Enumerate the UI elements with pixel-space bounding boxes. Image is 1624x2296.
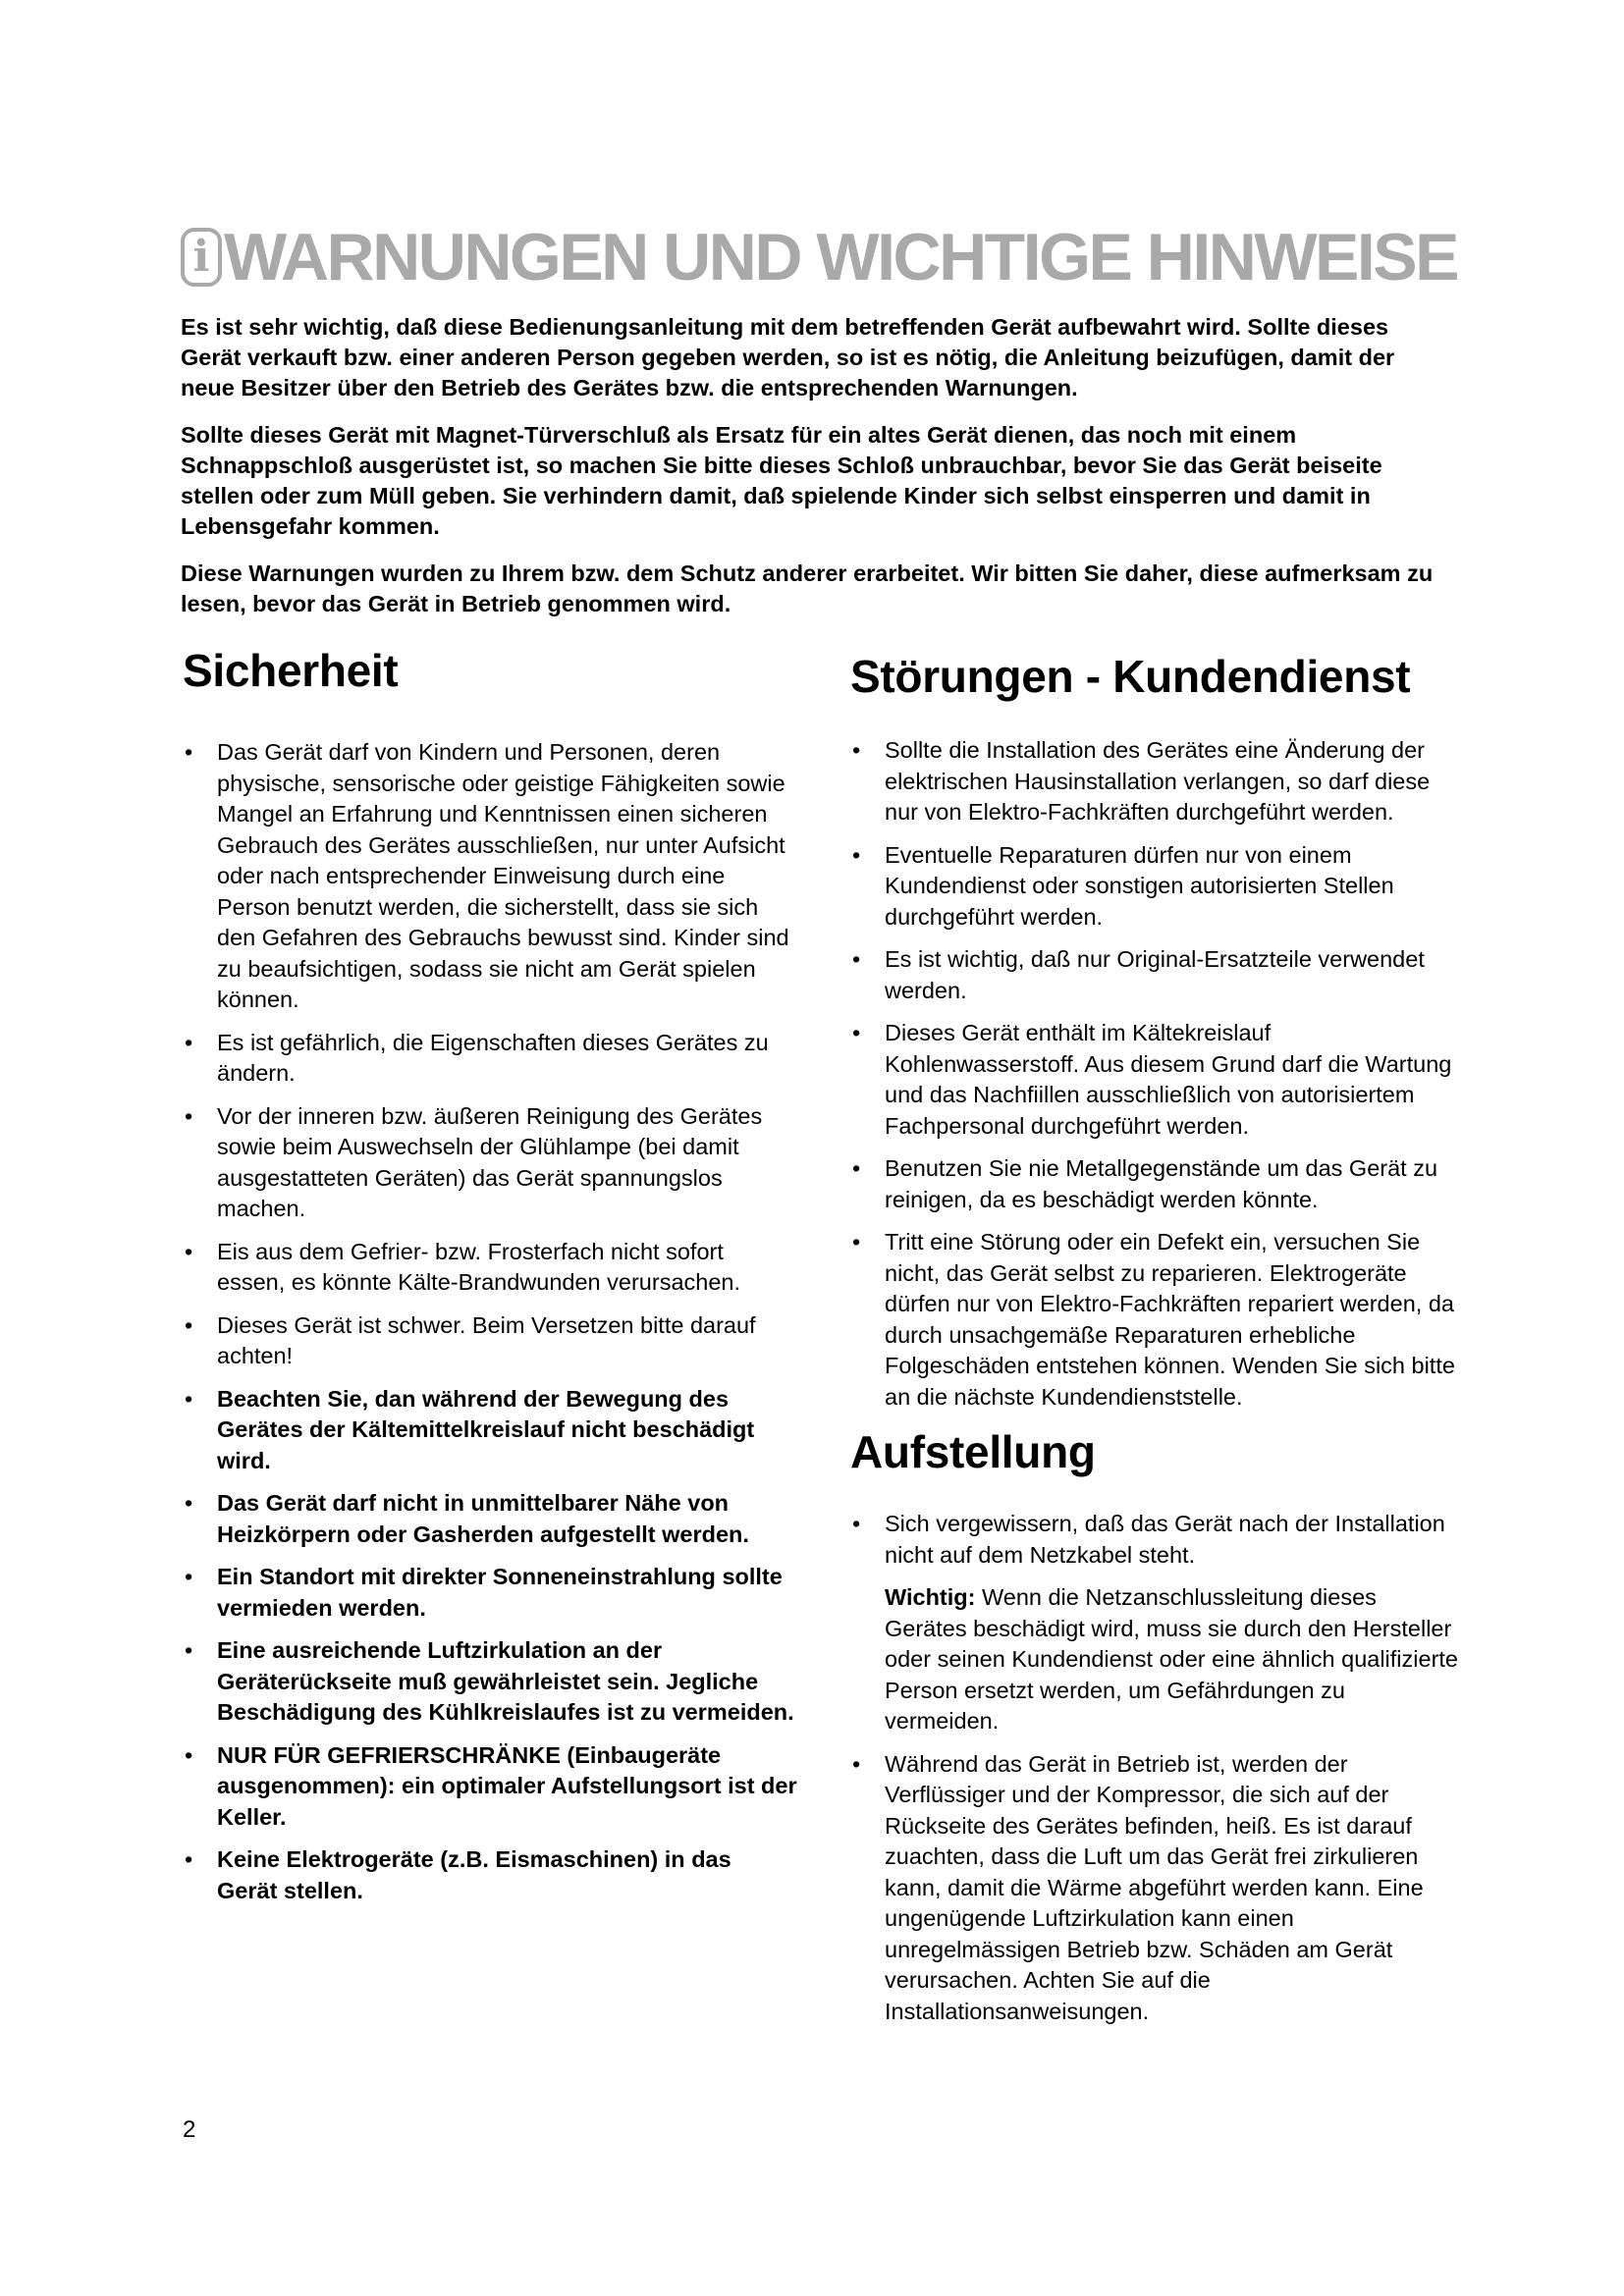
list-item: • NUR FÜR GEFRIERSCHRÄNKE (Einbaugeräte ausgenommen): ein optimaler Aufstellungsort ist der Keller.: [183, 1740, 797, 1834]
list-item: • Keine Elektrogeräte (z.B. Eismaschinen) in das Gerät stellen.: [183, 1844, 797, 1906]
important-note: [885, 1582, 1463, 1737]
sicherheit-list: [183, 737, 797, 1906]
list-item: • Ein Standort mit direkter Sonneneinstrahlung sollte vermieden werden.: [183, 1562, 797, 1624]
list-item: • Es ist gefährlich, die Eigenschaften dieses Gerätes zu ändern.: [183, 1028, 797, 1090]
left-column: [183, 643, 797, 1918]
list-item: • Dieses Gerät ist schwer. Beim Versetzen bitte darauf achten!: [183, 1310, 797, 1372]
section-heading-sicherheit: Sicherheit: [183, 645, 399, 696]
note-text: Wenn die Netzanschlussleitung dieses Gerätes beschädigt wird, muss sie durch den Hersteller oder seinen Kundendienst oder eine ähnlich qualifizierte Person ersetzt werden, um Gefährdungen zu vermeiden.: [885, 1584, 1458, 1734]
list-item: • Beachten Sie, dan während der Bewegung des Gerätes der Kältemittelkreislauf nicht beschädigt wird.: [183, 1384, 797, 1477]
note-label: Wichtig:: [885, 1584, 976, 1610]
list-item: [850, 1509, 1463, 1737]
list-item: • Tritt eine Störung oder ein Defekt ein, versuchen Sie nicht, das Gerät selbst zu reparieren. Elektrogeräte dürfen nur von Elektro-Fachkräften repariert werden, da durch unsachgemäße Reparaturen erhebliche Folgeschäden entstehen können. Wenden Sie sich bitte an die nächste Kundendienststelle.: [850, 1227, 1463, 1413]
list-item: • Das Gerät darf nicht in unmittelbarer Nähe von Heizkörpern oder Gasherden aufgestellt werden.: [183, 1488, 797, 1550]
list-item: • Sollte die Installation des Gerätes eine Änderung der elektrischen Hausinstallation verlangen, so darf diese nur von Elektro-Fachkräften durchgeführt werden.: [850, 735, 1463, 828]
aufstellung-list: [850, 1509, 1463, 2027]
list-item: • Es ist wichtig, daß nur Original-Ersatzteile verwendet werden.: [850, 944, 1463, 1006]
list-item: • Eventuelle Reparaturen dürfen nur von einem Kundendienst oder sonstigen autorisierten Stellen durchgeführt werden.: [850, 840, 1463, 934]
list-item: • Während das Gerät in Betrieb ist, werden der Verflüssiger und der Kompressor, die sich auf der Rückseite des Gerätes befinden, heiß. Es ist darauf zuachten, dass die Luft um das Gerät frei zirkulieren kann, damit die Wärme abgeführt werden kann. Eine ungenügende Luftzirkulation kann einen unregelmässigen Betrieb bzw. Schäden am Gerät verursachen. Achten Sie auf die Installationsanweisungen.: [850, 1749, 1463, 2028]
intro-paragraph: Diese Warnungen wurden zu Ihrem bzw. dem Schutz anderer erarbeitet. Wir bitten Sie daher, diese aufmerksam zu lesen, bevor das Gerät in Betrieb genommen wird.: [181, 561, 1434, 616]
list-item: • Eine ausreichende Luftzirkulation an der Geräterückseite muß gewährleistet sein. Jegliche Beschädigung des Kühlkreislaufes ist zu vermeiden.: [183, 1635, 797, 1729]
intro-paragraph: Es ist sehr wichtig, daß diese Bedienungsanleitung mit dem betreffenden Gerät aufbewahrt wird. Sollte dieses Gerät verkauft bzw. einer anderen Person gegeben werden, so ist es nötig, die Anleitung beizufügen, damit der neue Besitzer über den Betrieb des Gerätes bzw. die entsprechenden Warnungen.: [181, 314, 1395, 400]
info-icon: i: [181, 228, 222, 287]
stoerungen-list: [850, 735, 1463, 1413]
page-heading: WARNUNGEN UND WICHTIGE HINWEISE: [223, 220, 1457, 294]
list-item: • Vor der inneren bzw. äußeren Reinigung des Gerätes sowie beim Auswechseln der Glühlampe (bei damit ausgestatteten Geräten) das Gerät spannungslos machen.: [183, 1101, 797, 1225]
page-title: [181, 220, 1457, 294]
list-item-text: Sich vergewissern, daß das Gerät nach der Installation nicht auf dem Netzkabel steht.: [885, 1511, 1445, 1568]
list-item: • Das Gerät darf von Kindern und Personen, deren physische, sensorische oder geistige Fähigkeiten sowie Mangel an Erfahrung und Kenntnissen einen sicheren Gebrauch des Gerätes ausschließen, nur unter Aufsicht oder nach entsprechender Einweisung durch eine Person benutzt werden, die sicherstellt, dass sie sich den Gefahren des Gebrauchs bewusst sind. Kinder sind zu beaufsichtigen, sodass sie nicht am Gerät spielen können.: [183, 737, 797, 1016]
list-item: • Dieses Gerät enthält im Kältekreislauf Kohlenwasserstoff. Aus diesem Grund darf die Wartung und das Nachfiillen ausschließlich von autorisiertem Fachpersonal durchgeführt werden.: [850, 1018, 1463, 1142]
list-item: • Eis aus dem Gefrier- bzw. Frosterfach nicht sofort essen, es könnte Kälte-Brandwunden verursachen.: [183, 1237, 797, 1299]
section-heading-stoerungen: Störungen - Kundendienst: [850, 651, 1411, 702]
list-item: • Benutzen Sie nie Metallgegenstände um das Gerät zu reinigen, da es beschädigt werden könnte.: [850, 1153, 1463, 1215]
page-number: 2: [183, 2116, 196, 2143]
intro-section: [181, 312, 1447, 636]
intro-paragraph: Sollte dieses Gerät mit Magnet-Türverschluß als Ersatz für ein altes Gerät dienen, das noch mit einem Schnappschloß ausgerüstet ist, so machen Sie bitte dieses Schloß unbrauchbar, bevor Sie das Gerät beiseite stellen oder zum Müll geben. Sie verhindern damit, daß spielende Kinder sich selbst einsperren und damit in Lebensgefahr kommen.: [181, 422, 1382, 539]
section-heading-aufstellung: Aufstellung: [850, 1426, 1096, 1477]
right-column: [850, 643, 1463, 2039]
